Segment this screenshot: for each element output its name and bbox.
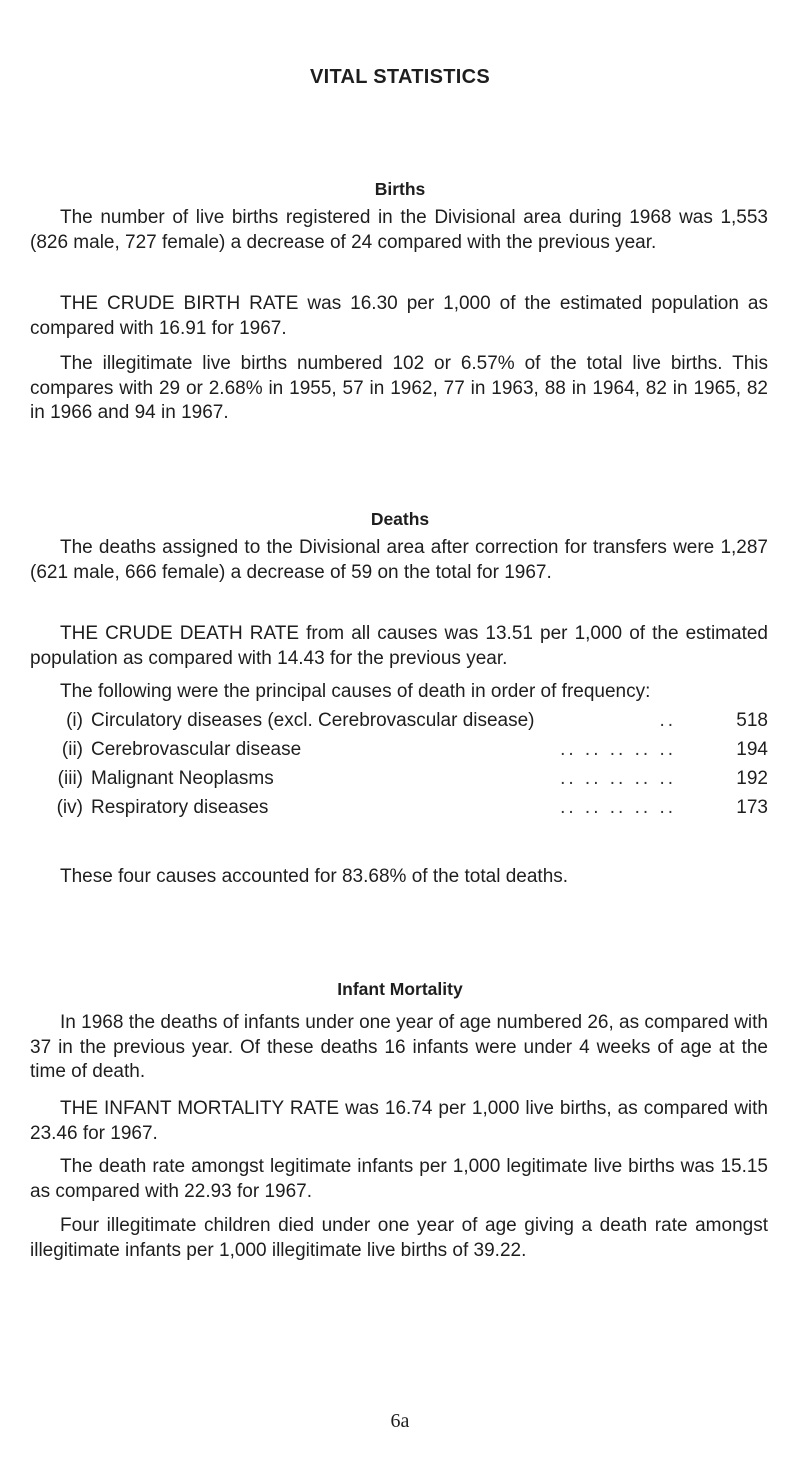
page-number: 6a	[390, 1410, 410, 1432]
leader-dots: ..	[659, 710, 676, 731]
cause-count: 194	[736, 739, 768, 760]
causes-of-death-list	[45, 710, 768, 826]
cause-row	[45, 739, 768, 768]
infant-paragraph-1: In 1968 the deaths of infants under one year of age numbered 26, as compared with 37 in the previous year. Of these deaths 16 infants were under 4 weeks of age at the time of death.	[30, 1012, 768, 1082]
deaths-paragraph-1: The deaths assigned to the Divisional area after correction for transfers were 1,287 (621 male, 666 female) a decrease of 59 on the total for 1967.	[30, 537, 768, 583]
deaths-heading: Deaths	[370, 509, 430, 529]
cause-label: Respiratory diseases	[91, 797, 269, 818]
cause-label: Malignant Neoplasms	[91, 768, 274, 789]
causes-summary: These four causes accounted for 83.68% of the total deaths.	[60, 866, 569, 887]
cause-number: (iv)	[56, 797, 83, 818]
cause-row	[45, 797, 768, 826]
cause-row	[45, 768, 768, 797]
cause-row	[45, 710, 768, 739]
births-paragraph-1: The number of live births registered in the Divisional area during 1968 was 1,553 (826 male, 727 female) a decrease of 24 compared with the previous year.	[30, 207, 768, 253]
infant-mortality-heading: Infant Mortality	[337, 979, 463, 999]
cause-count: 192	[736, 768, 768, 789]
page-title: VITAL STATISTICS	[310, 66, 490, 88]
cause-label: Circulatory diseases (excl. Cerebrovascular disease)	[91, 710, 535, 731]
infant-paragraph-2: THE INFANT MORTALITY RATE was 16.74 per 1,000 live births, as compared with 23.46 for 1967.	[30, 1098, 768, 1144]
births-heading: Births	[374, 179, 426, 199]
causes-intro: The following were the principal causes of death in order of frequency:	[60, 681, 651, 702]
leader-dots: .. .. .. .. ..	[560, 739, 676, 760]
deaths-paragraph-2: THE CRUDE DEATH RATE from all causes was 13.51 per 1,000 of the estimated population as compared with 14.43 for the previous year.	[30, 623, 768, 669]
infant-paragraph-4: Four illegitimate children died under one year of age giving a death rate amongst illegitimate infants per 1,000 illegitimate live births of 39.22.	[30, 1215, 768, 1261]
cause-number: (ii)	[61, 739, 83, 760]
births-paragraph-3: The illegitimate live births numbered 102 or 6.57% of the total live births. This compares with 29 or 2.68% in 1955, 57 in 1962, 77 in 1963, 88 in 1964, 82 in 1965, 82 in 1966 and 94 in 1967.	[30, 353, 768, 423]
leader-dots: .. .. .. .. ..	[560, 768, 676, 789]
infant-paragraph-3: The death rate amongst legitimate infants per 1,000 legitimate live births was 15.15 as compared with 22.93 for 1967.	[30, 1156, 768, 1202]
cause-count: 518	[736, 710, 768, 731]
cause-number: (iii)	[57, 768, 83, 789]
births-paragraph-2: THE CRUDE BIRTH RATE was 16.30 per 1,000 of the estimated population as compared with 16.91 for 1967.	[30, 293, 768, 339]
cause-label: Cerebrovascular disease	[91, 739, 302, 760]
cause-count: 173	[736, 797, 768, 818]
leader-dots: .. .. .. .. ..	[560, 797, 676, 818]
cause-number: (i)	[66, 710, 83, 731]
